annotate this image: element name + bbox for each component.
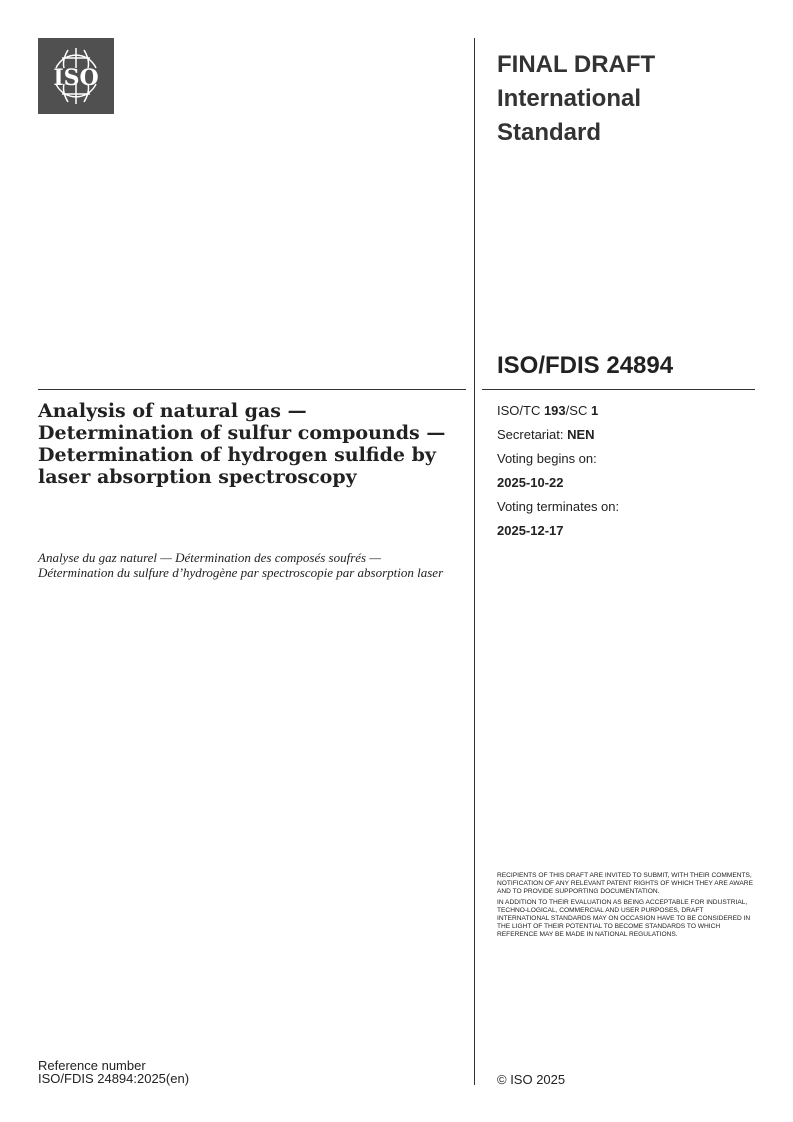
voting-begins: Voting begins on: 2025-10-22 <box>497 451 597 490</box>
document-stage <box>497 48 655 150</box>
type-line: Standard <box>497 119 602 146</box>
horizontal-rule-right <box>482 389 755 390</box>
document-subtitle-french: Analyse du gaz naturel — Détermination des composés soufrés — Détermination du sulfure d’hydrogène par spectroscopie par absorption laser <box>38 550 444 580</box>
notice-paragraph: IN ADDITION TO THEIR EVALUATION AS BEING ACCEPTABLE FOR INDUSTRIAL, TECHNO-LOGICAL, COMMERCIAL AND USER PURPOSES, DRAFT INTERNATIONAL STANDARDS MAY ON OCCASION HAVE TO BE CONSIDERED IN THE LIGHT OF THEIR POTENTIAL TO BECOME STANDARDS TO WHICH REFERENCE MAY BE MADE IN NATIONAL REGULATIONS. <box>497 899 751 938</box>
reference-number: Reference number ISO/FDIS 24894:2025(en) <box>38 1058 190 1086</box>
draft-notice <box>497 872 757 942</box>
document-title: Analysis of natural gas — Determination of sulfur compounds — Determination of hydrogen sulfide by laser absorption spectroscopy <box>38 400 446 488</box>
document-meta <box>497 403 619 547</box>
vertical-divider <box>474 38 475 1085</box>
notice-paragraph: RECIPIENTS OF THIS DRAFT ARE INVITED TO SUBMIT, WITH THEIR COMMENTS, NOTIFICATION OF ANY RELEVANT PATENT RIGHTS OF WHICH THEY ARE AWARE AND TO PROVIDE SUPPORTING DOCUMENTATION. <box>497 872 753 895</box>
document-number: ISO/FDIS 24894 <box>497 352 674 379</box>
svg-text:ISO: ISO <box>53 65 99 91</box>
horizontal-rule-left <box>38 389 466 390</box>
copyright: © ISO 2025 <box>497 1072 566 1087</box>
type-line: International <box>497 85 642 112</box>
iso-logo <box>38 38 114 114</box>
voting-terminates: Voting terminates on: 2025-12-17 <box>497 499 620 538</box>
secretariat: Secretariat: NEN <box>497 427 595 442</box>
stage-line: FINAL DRAFT <box>497 51 656 78</box>
committee: ISO/TC 193/SC 1 <box>497 403 599 418</box>
